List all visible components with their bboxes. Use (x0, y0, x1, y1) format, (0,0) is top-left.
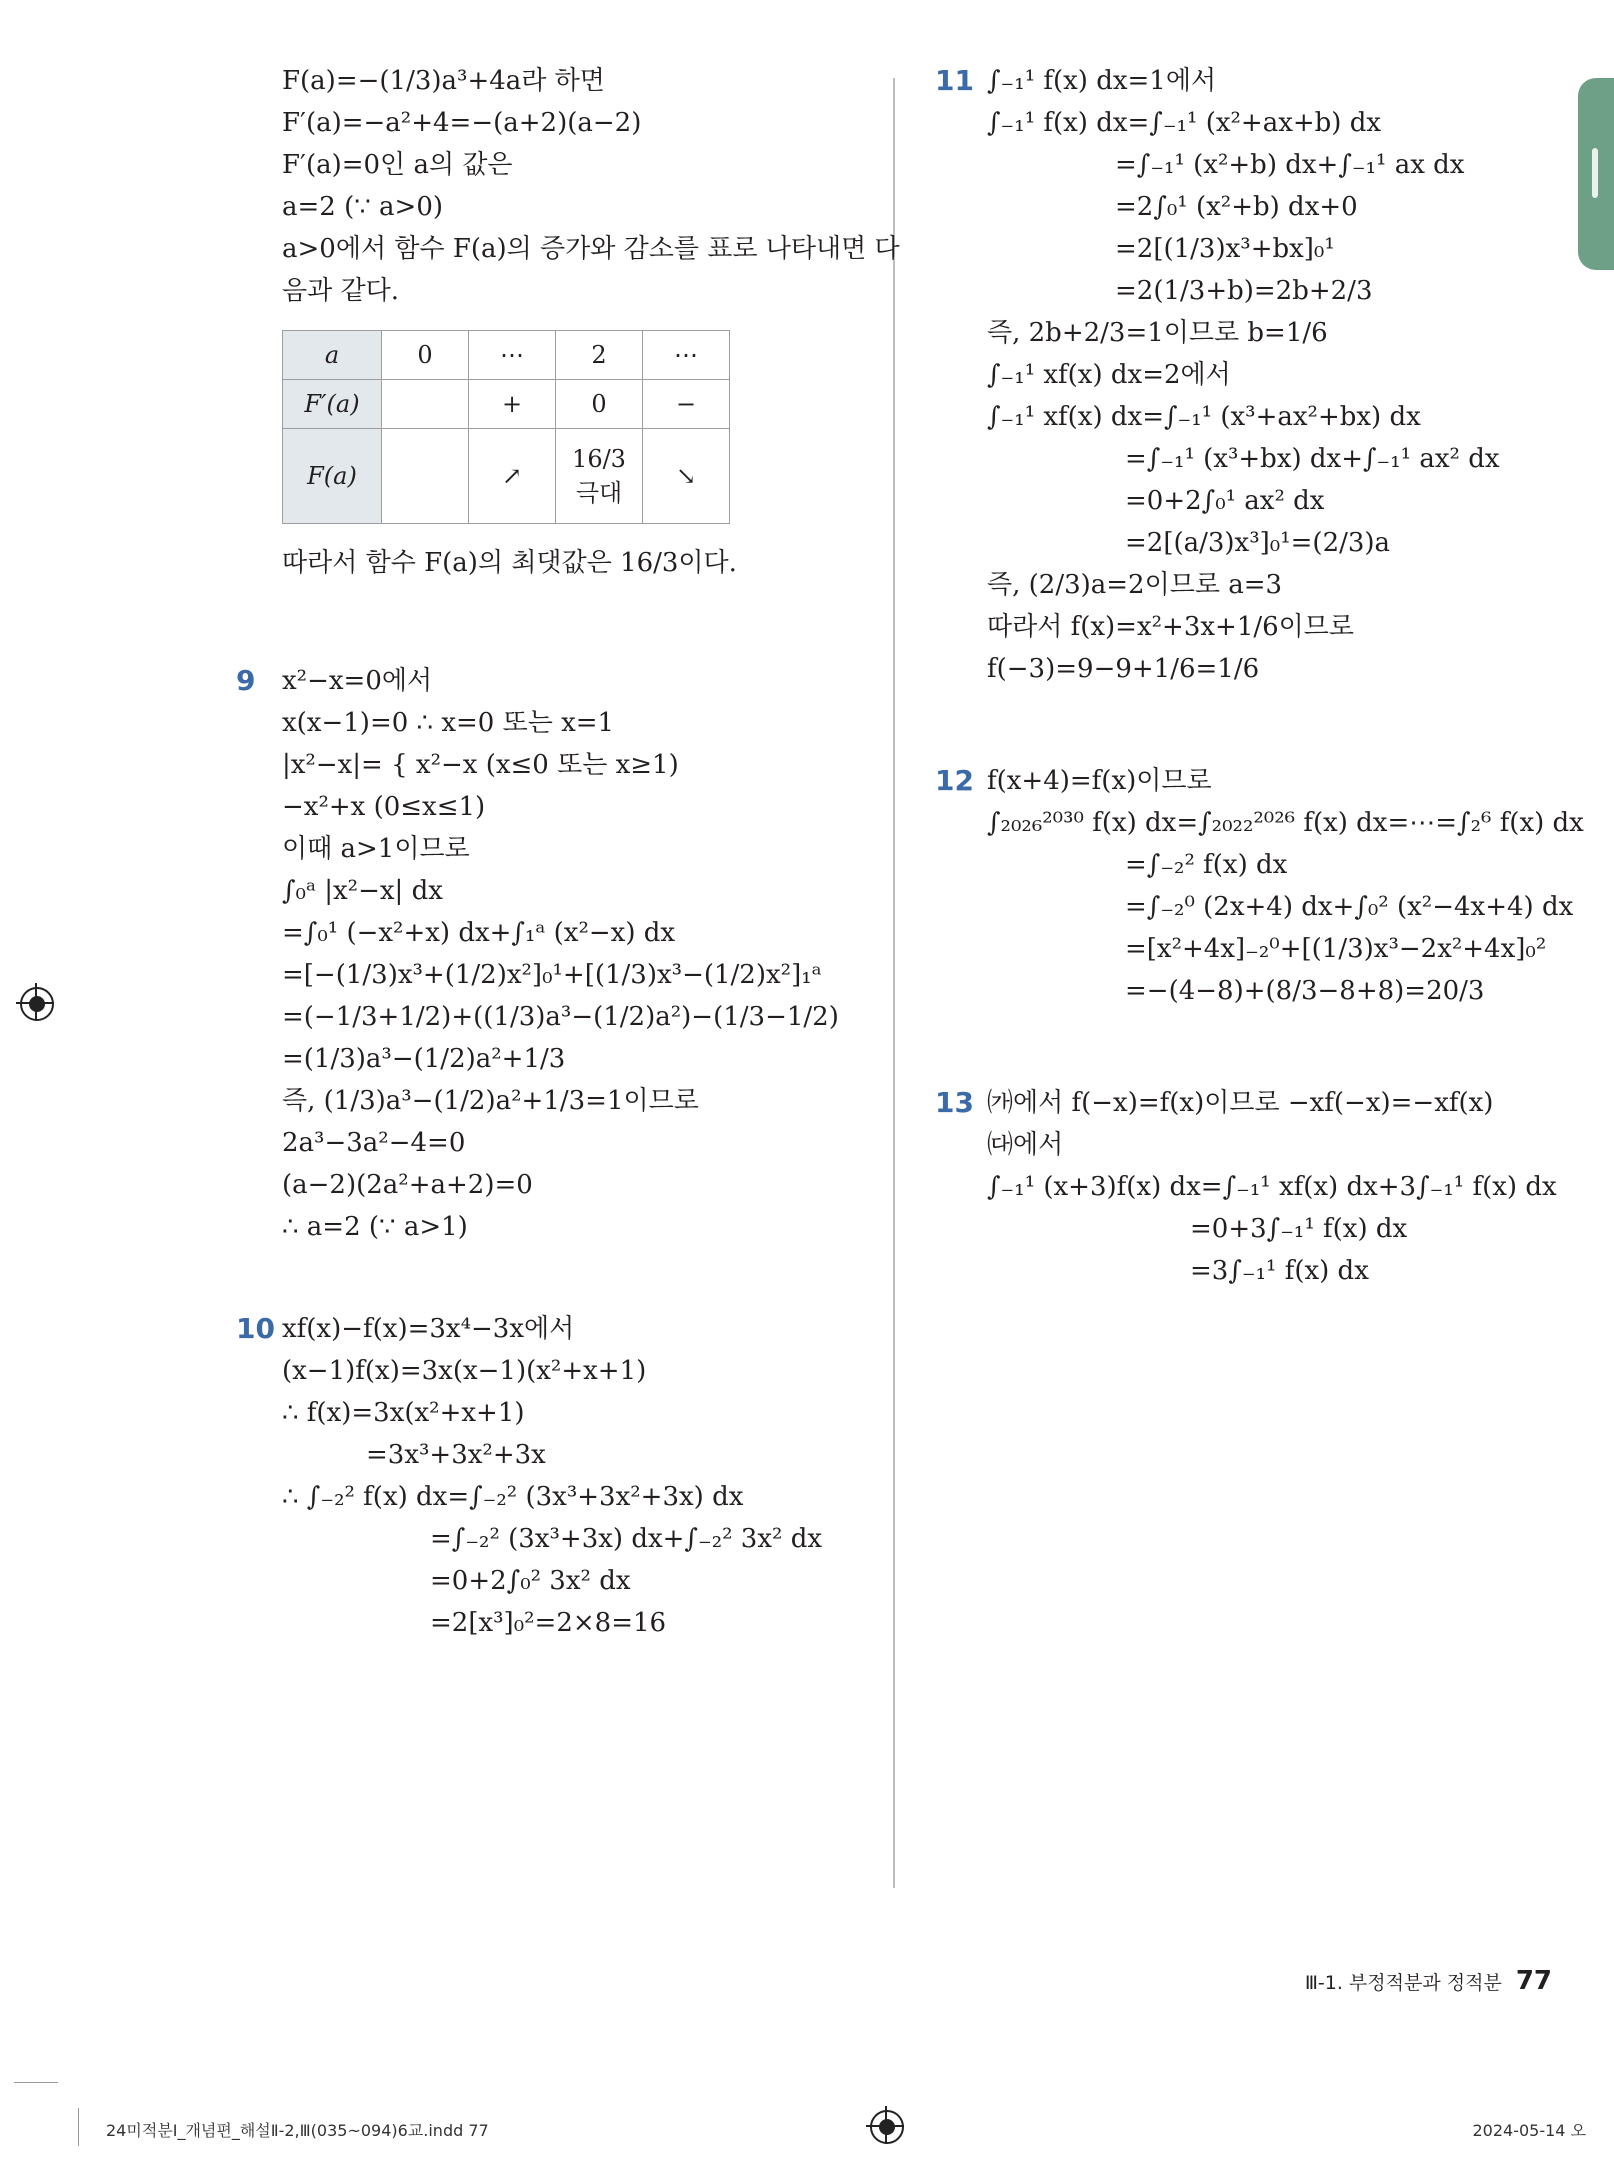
solution-line: 즉, 2b+2/3=1이므로 b=1/6 (987, 318, 1328, 348)
solution-line: ∴ a=2 (∵ a>1) (282, 1212, 468, 1242)
table-cell: + (469, 380, 556, 429)
solution-line: x(x−1)=0 ∴ x=0 또는 x=1 (282, 708, 615, 738)
left-column (230, 60, 900, 1644)
right-column (935, 60, 1584, 1292)
solution-line: =[−(1/3)x³+(1/2)x²]₀¹+[(1/3)x³−(1/2)x²]₁ᵃ (282, 960, 822, 990)
problem-13 (935, 1082, 1575, 1292)
problem-number: 12 (935, 764, 974, 797)
table-row (283, 331, 730, 380)
solution-line: =(−1/3+1/2)+((1/3)a³−(1/2)a²)−(1/3−1/2) (282, 1002, 839, 1032)
problem-9 (230, 660, 870, 1248)
running-footer (1305, 1966, 1552, 1996)
problem-number: 10 (236, 1312, 275, 1345)
intro-line: F(a)=−(1/3)a³+4a라 하면 (282, 66, 605, 96)
print-date: 2024-05-14 오 (1472, 2121, 1586, 2140)
solution-line: ∫₋₁¹ (x+3)f(x) dx=∫₋₁¹ xf(x) dx+3∫₋₁¹ f(x) dx (987, 1172, 1557, 1202)
table-header-cell: F′(a) (283, 380, 382, 429)
table-header-cell: F(a) (283, 429, 382, 524)
table-cell: ⋯ (469, 331, 556, 380)
table-cell (382, 380, 469, 429)
solution-line: =∫₋₁¹ (x³+bx) dx+∫₋₁¹ ax² dx (1125, 444, 1500, 474)
solution-line: f(x+4)=f(x)이므로 (987, 766, 1212, 796)
solution-line: ∫₋₁¹ xf(x) dx=∫₋₁¹ (x³+ax²+bx) dx (987, 402, 1421, 432)
solution-line: =2[(a/3)x³]₀¹=(2/3)a (1125, 528, 1391, 558)
intro-line: F′(a)=0인 a의 값은 (282, 150, 513, 180)
solution-line: (x−1)f(x)=3x(x−1)(x²+x+1) (282, 1356, 647, 1386)
table-cell: 0 (382, 331, 469, 380)
solution-line: ∫₀ᵃ |x²−x| dx (282, 876, 443, 906)
solution-line: |x²−x|= { x²−x (x≤0 또는 x≥1) (282, 750, 679, 780)
solution-line: (a−2)(2a²+a+2)=0 (282, 1170, 533, 1200)
problem-10 (230, 1308, 870, 1644)
solution-line: =2[x³]₀²=2×8=16 (430, 1608, 667, 1638)
intro-line: a>0에서 함수 F(a)의 증가와 감소를 표로 나타내면 다 (282, 234, 900, 264)
solution-line: =∫₋₂² f(x) dx (1125, 850, 1288, 880)
max-label: 극대 (575, 478, 623, 507)
table-header-cell: a (283, 331, 382, 380)
solution-line: =0+2∫₀² 3x² dx (430, 1566, 631, 1596)
solution-line: =2∫₀¹ (x²+b) dx+0 (1115, 192, 1358, 222)
solution-line: =2[(1/3)x³+bx]₀¹ (1115, 234, 1335, 264)
registration-mark-icon (870, 2110, 904, 2144)
intro-line: a=2 (∵ a>0) (282, 192, 444, 222)
solution-line: =∫₋₂² (3x³+3x) dx+∫₋₂² 3x² dx (430, 1524, 823, 1554)
intro-line: F′(a)=−a²+4=−(a+2)(a−2) (282, 108, 642, 138)
solution-line: x²−x=0에서 (282, 666, 433, 696)
solution-line: =∫₋₁¹ (x²+b) dx+∫₋₁¹ ax dx (1115, 150, 1465, 180)
problem-11 (935, 60, 1575, 690)
solution-line: =−(4−8)+(8/3−8+8)=20/3 (1125, 976, 1485, 1006)
crop-mark (78, 2108, 79, 2146)
solution-line: ∫₂₀₂₆²⁰³⁰ f(x) dx=∫₂₀₂₂²⁰²⁶ f(x) dx=⋯=∫₂⁶ f(x) dx (987, 808, 1584, 838)
solution-line: −x²+x (0≤x≤1) (282, 792, 486, 822)
solution-line: =(1/3)a³−(1/2)a²+1/3 (282, 1044, 566, 1074)
problem-number: 13 (935, 1086, 974, 1119)
intro-solution (230, 60, 900, 312)
solution-line: =3x³+3x²+3x (366, 1440, 546, 1470)
max-value: 16/3 (572, 444, 626, 473)
solution-line: ∫₋₁¹ f(x) dx=∫₋₁¹ (x²+ax+b) dx (987, 108, 1382, 138)
solution-line: =[x²+4x]₋₂⁰+[(1/3)x³−2x²+4x]₀² (1125, 934, 1547, 964)
chapter-side-tab (1578, 78, 1614, 270)
solution-line: ∫₋₁¹ f(x) dx=1에서 (987, 66, 1217, 96)
solution-line: =2(1/3+b)=2b+2/3 (1115, 276, 1373, 306)
page-number: 77 (1515, 1966, 1552, 1996)
table-cell: ↘ (643, 429, 730, 524)
section-title: Ⅲ-1. 부정적분과 정적분 (1304, 1972, 1502, 1994)
increase-decrease-table (282, 330, 730, 524)
solution-line: ㈎에서 f(−x)=f(x)이므로 −xf(−x)=−xf(x) (987, 1088, 1494, 1118)
column-divider (893, 78, 895, 1888)
solution-line: 2a³−3a²−4=0 (282, 1128, 466, 1158)
solution-line: =3∫₋₁¹ f(x) dx (1190, 1256, 1369, 1286)
table-cell: ↗ (469, 429, 556, 524)
table-cell: 0 (556, 380, 643, 429)
solution-line: 따라서 f(x)=x²+3x+1/6이므로 (987, 612, 1355, 642)
table-cell: ⋯ (643, 331, 730, 380)
solution-line: =0+3∫₋₁¹ f(x) dx (1190, 1214, 1408, 1244)
problem-12 (935, 760, 1584, 1012)
conclusion-line: 따라서 함수 F(a)의 최댓값은 16/3이다. (282, 548, 737, 578)
table-cell-max (556, 429, 643, 524)
solution-line: ∫₋₁¹ xf(x) dx=2에서 (987, 360, 1231, 390)
intro-line: 음과 같다. (282, 276, 399, 306)
solution-line: xf(x)−f(x)=3x⁴−3x에서 (282, 1314, 575, 1344)
side-tab-mark (1592, 148, 1598, 198)
solution-line: f(−3)=9−9+1/6=1/6 (987, 654, 1260, 684)
solution-line: 즉, (2/3)a=2이므로 a=3 (987, 570, 1283, 600)
table-row (283, 380, 730, 429)
solution-line: =∫₋₂⁰ (2x+4) dx+∫₀² (x²−4x+4) dx (1125, 892, 1574, 922)
solution-line: ∴ ∫₋₂² f(x) dx=∫₋₂² (3x³+3x²+3x) dx (282, 1482, 744, 1512)
solution-line: =0+2∫₀¹ ax² dx (1125, 486, 1325, 516)
solution-line: =∫₀¹ (−x²+x) dx+∫₁ᵃ (x²−x) dx (282, 918, 676, 948)
table-cell: 2 (556, 331, 643, 380)
file-slug: 24미적분Ⅰ_개념편_해설Ⅱ-2,Ⅲ(035~094)6교.indd 77 (106, 2121, 489, 2140)
solution-line: 이때 a>1이므로 (282, 834, 470, 864)
solution-line: 즉, (1/3)a³−(1/2)a²+1/3=1이므로 (282, 1086, 699, 1116)
crop-mark (14, 2082, 58, 2083)
solution-line: ㈐에서 (987, 1130, 1064, 1160)
problem-number: 11 (935, 64, 974, 97)
registration-mark-icon (20, 987, 54, 1021)
solution-line: ∴ f(x)=3x(x²+x+1) (282, 1398, 525, 1428)
table-cell (382, 429, 469, 524)
table-row (283, 429, 730, 524)
problem-number: 9 (236, 664, 256, 697)
table-cell: − (643, 380, 730, 429)
